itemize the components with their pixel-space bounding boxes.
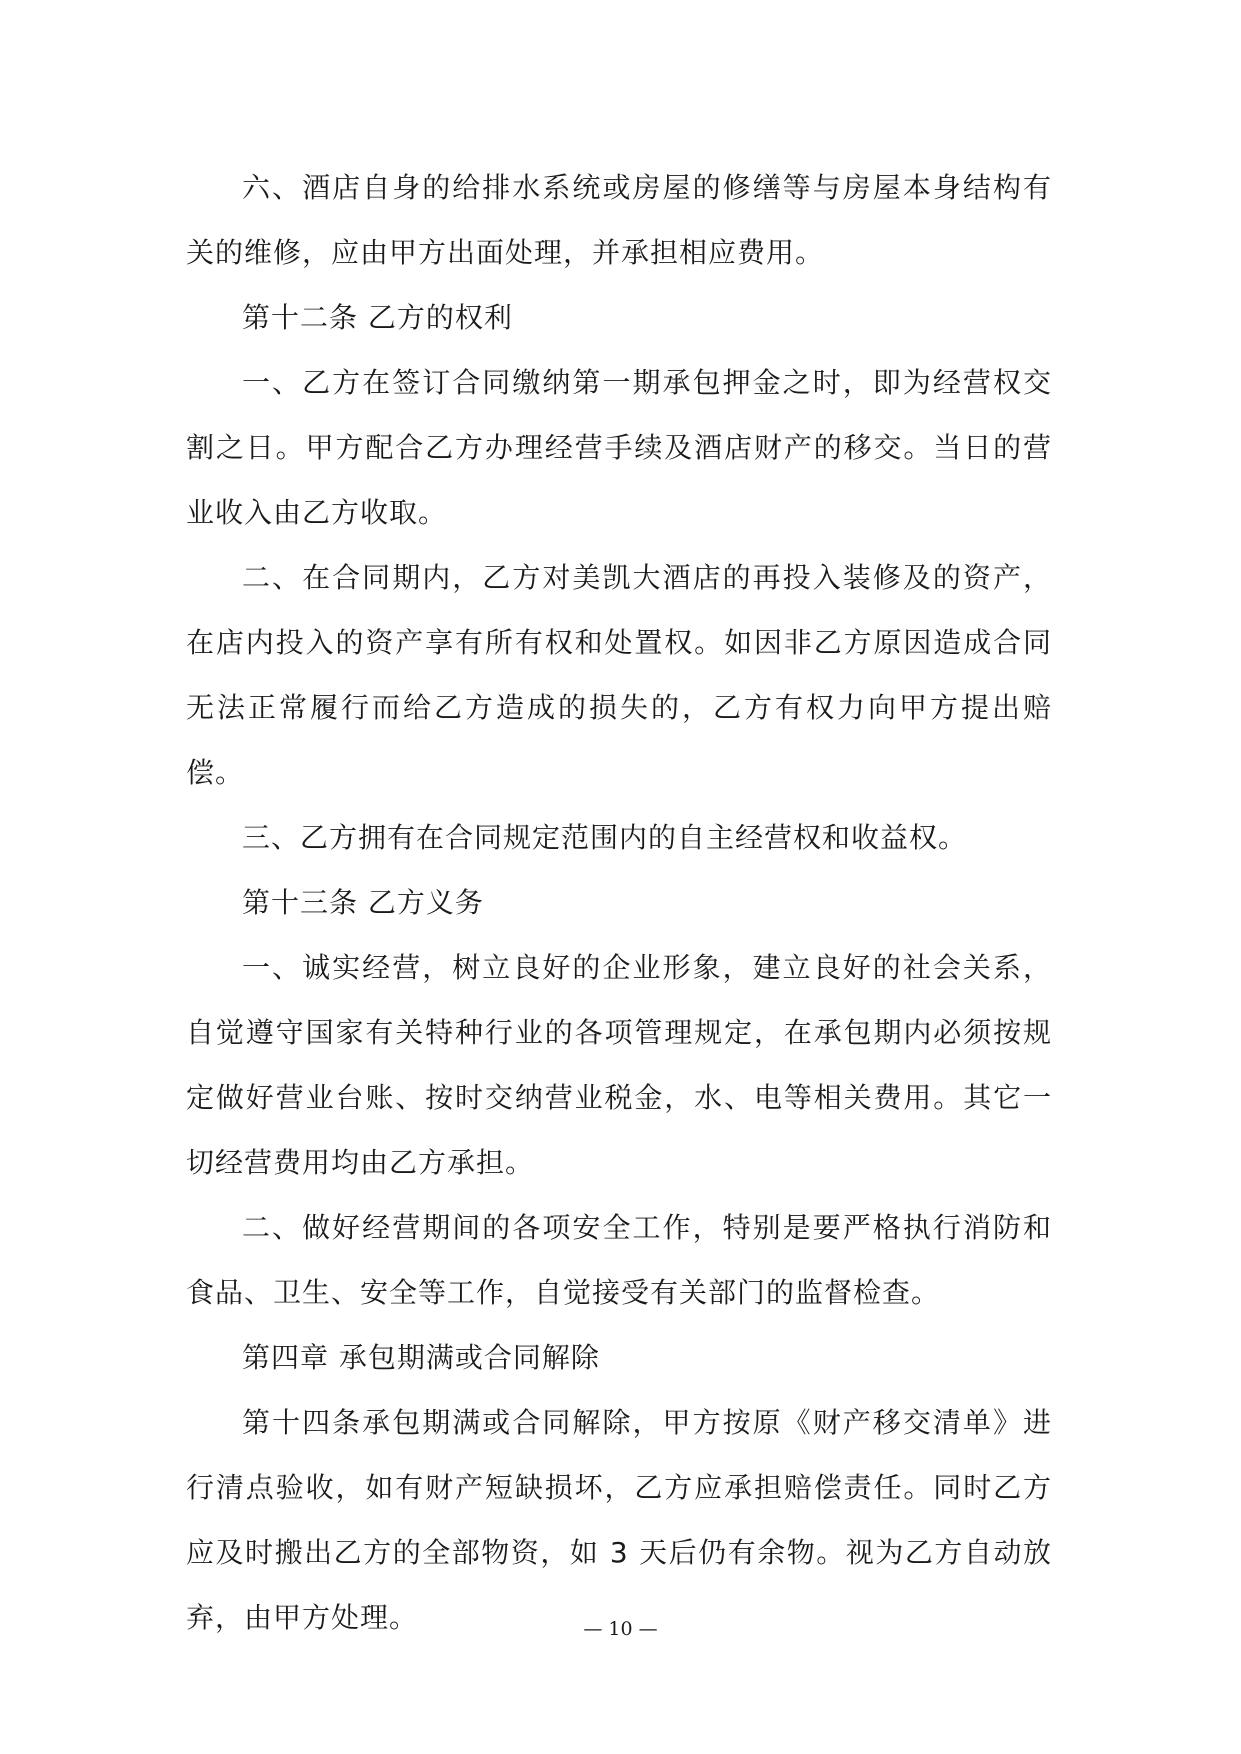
paragraph-article-13-item-1: 一、诚实经营，树立良好的企业形象，建立良好的社会关系，自觉遵守国家有关特种行业的各项管理规定，在承包期内必须按规定做好营业台账、按时交纳营业税金，水、电等相关费用。其它一切经营费用均由乙方承担。 bbox=[186, 951, 1052, 1179]
document-body bbox=[186, 155, 1052, 1650]
paragraph-article-12-item-3: 三、乙方拥有在合同规定范围内的自主经营权和收益权。 bbox=[242, 821, 968, 854]
paragraph-article-14: 第十四条承包期满或合同解除，甲方按原《财产移交清单》进行清点验收，如有财产短缺损坏，乙方应承担赔偿责任。同时乙方应及时搬出乙方的全部物资，如 3 天后仍有余物。视为乙方自动放弃，由甲方处理。 bbox=[186, 1406, 1052, 1634]
paragraph-article-12-item-2: 二、在合同期内，乙方对美凯大酒店的再投入装修及的资产，在店内投入的资产享有所有权和处置权。如因非乙方原因造成合同无法正常履行而给乙方造成的损失的，乙方有权力向甲方提出赔偿。 bbox=[186, 561, 1052, 789]
heading-article-12: 第十二条 乙方的权利 bbox=[242, 301, 513, 334]
heading-chapter-4: 第四章 承包期满或合同解除 bbox=[242, 1341, 600, 1374]
paragraph-article-11-item-6: 六、酒店自身的给排水系统或房屋的修缮等与房屋本身结构有关的维修，应由甲方出面处理，并承担相应费用。 bbox=[186, 171, 1052, 269]
page-number: — 10 — bbox=[583, 1618, 658, 1640]
heading-article-13: 第十三条 乙方义务 bbox=[242, 886, 484, 919]
paragraph-article-13-item-2: 二、做好经营期间的各项安全工作，特别是要严格执行消防和食品、卫生、安全等工作，自觉接受有关部门的监督检查。 bbox=[186, 1211, 1052, 1309]
paragraph-article-12-item-1: 一、乙方在签订合同缴纳第一期承包押金之时，即为经营权交割之日。甲方配合乙方办理经营手续及酒店财产的移交。当日的营业收入由乙方收取。 bbox=[186, 366, 1052, 529]
